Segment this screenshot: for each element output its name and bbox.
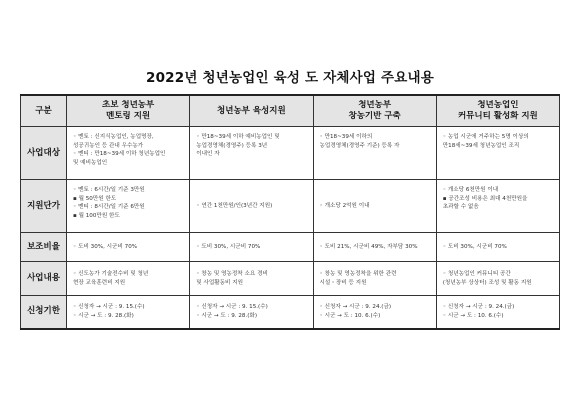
header-community: 청년농업인 커뮤니티 활성화 지원: [436, 95, 559, 127]
table-cell: ◦ 연간 1천만원/인(3년간 지원): [190, 180, 313, 233]
table-cell: ◦ 멘토 : 신지식농업인, 농업명장, 성공귀농인 등 관내 우수농가 ◦ 멘티 : 만18~39세 이하 청년농업인 및 예비농업인: [67, 127, 190, 180]
table-cell: ◦ 도비 30%, 시군비 70%: [67, 233, 190, 262]
table-cell: ◦ 멘토 : 6시간/일 기준 3만원 ▪ 월 50만원 한도 ◦ 멘티 : 8시간/일 기준 6만원 ▪ 월 100만원 한도: [67, 180, 190, 233]
table-row: [21, 127, 560, 180]
table-row: [21, 233, 560, 262]
document-title: 2022년 청년농업인 육성 도 자체사업 주요내용: [146, 70, 434, 86]
table-cell: ◦ 청년농업인 커뮤니티 공간 (청년농부 상상터) 조성 및 활동 지원: [436, 262, 559, 296]
table-cell: ◦ 창농 및 영농정착을 위한 관련 시설・장비 등 지원: [313, 262, 436, 296]
program-table: [20, 94, 560, 330]
table-row: [21, 296, 560, 329]
header-category: 구분: [21, 95, 67, 127]
row-label-content: 사업내용: [21, 262, 67, 296]
table-cell: ◦ 신청자 → 시군 : 9. 24.(금) ◦ 시군 → 도 : 10. 6.(수): [436, 296, 559, 329]
row-label-subsidy-ratio: 보조비율: [21, 233, 67, 262]
table-cell: ◦ 신도농가 기술전수비 및 청년 현장 교육훈련비 지원: [67, 262, 190, 296]
row-label-unit-cost: 지원단가: [21, 180, 67, 233]
table-cell: ◦ 신청자 → 시군 : 9. 15.(수) ◦ 시군 → 도 : 9. 28.(화): [67, 296, 190, 329]
table-cell: ◦ 신청자 → 시군 : 9. 24.(금) ◦ 시군 → 도 : 10. 6.(수): [313, 296, 436, 329]
table-cell: ◦ 만18~39세 이하의 농업경영체(경영주 기준) 등록 자: [313, 127, 436, 180]
table-cell: ◦ 농업 시군에 거주하는 5명 이상의 만18세~39세 청년농업인 조직: [436, 127, 559, 180]
header-mentoring: 초보 청년농부 멘토링 지원: [67, 95, 190, 127]
header-youth-farmer-support: 청년농부 육성지원: [190, 95, 313, 127]
table-cell: ◦ 도비 21%, 시군비 49%, 자부담 30%: [313, 233, 436, 262]
table-cell: ◦ 신청자 → 시군 : 9. 15.(수) ◦ 시군 → 도 : 9. 28.(화): [190, 296, 313, 329]
table-cell: ◦ 개소당 6천만원 이내 ▪ 공간조성 비용은 최대 4천만원을 초과할 수 없음: [436, 180, 559, 233]
table-cell: ◦ 만18~39세 이하 예비농업인 및 농업경영체(경영주) 등록 3년 이내인 자: [190, 127, 313, 180]
row-label-target: 사업대상: [21, 127, 67, 180]
table-row: [21, 262, 560, 296]
table-cell: ◦ 창농 및 영농정착 소요 경비 및 사업활동비 지원: [190, 262, 313, 296]
table-cell: ◦ 개소당 2억원 이내: [313, 180, 436, 233]
table-row: [21, 180, 560, 233]
header-startup-base: 청년농부 창농기반 구축: [313, 95, 436, 127]
table-cell: ◦ 도비 30%, 시군비 70%: [436, 233, 559, 262]
table-cell: ◦ 도비 30%, 시군비 70%: [190, 233, 313, 262]
header-row: [21, 95, 560, 127]
row-label-deadline: 신청기한: [21, 296, 67, 329]
